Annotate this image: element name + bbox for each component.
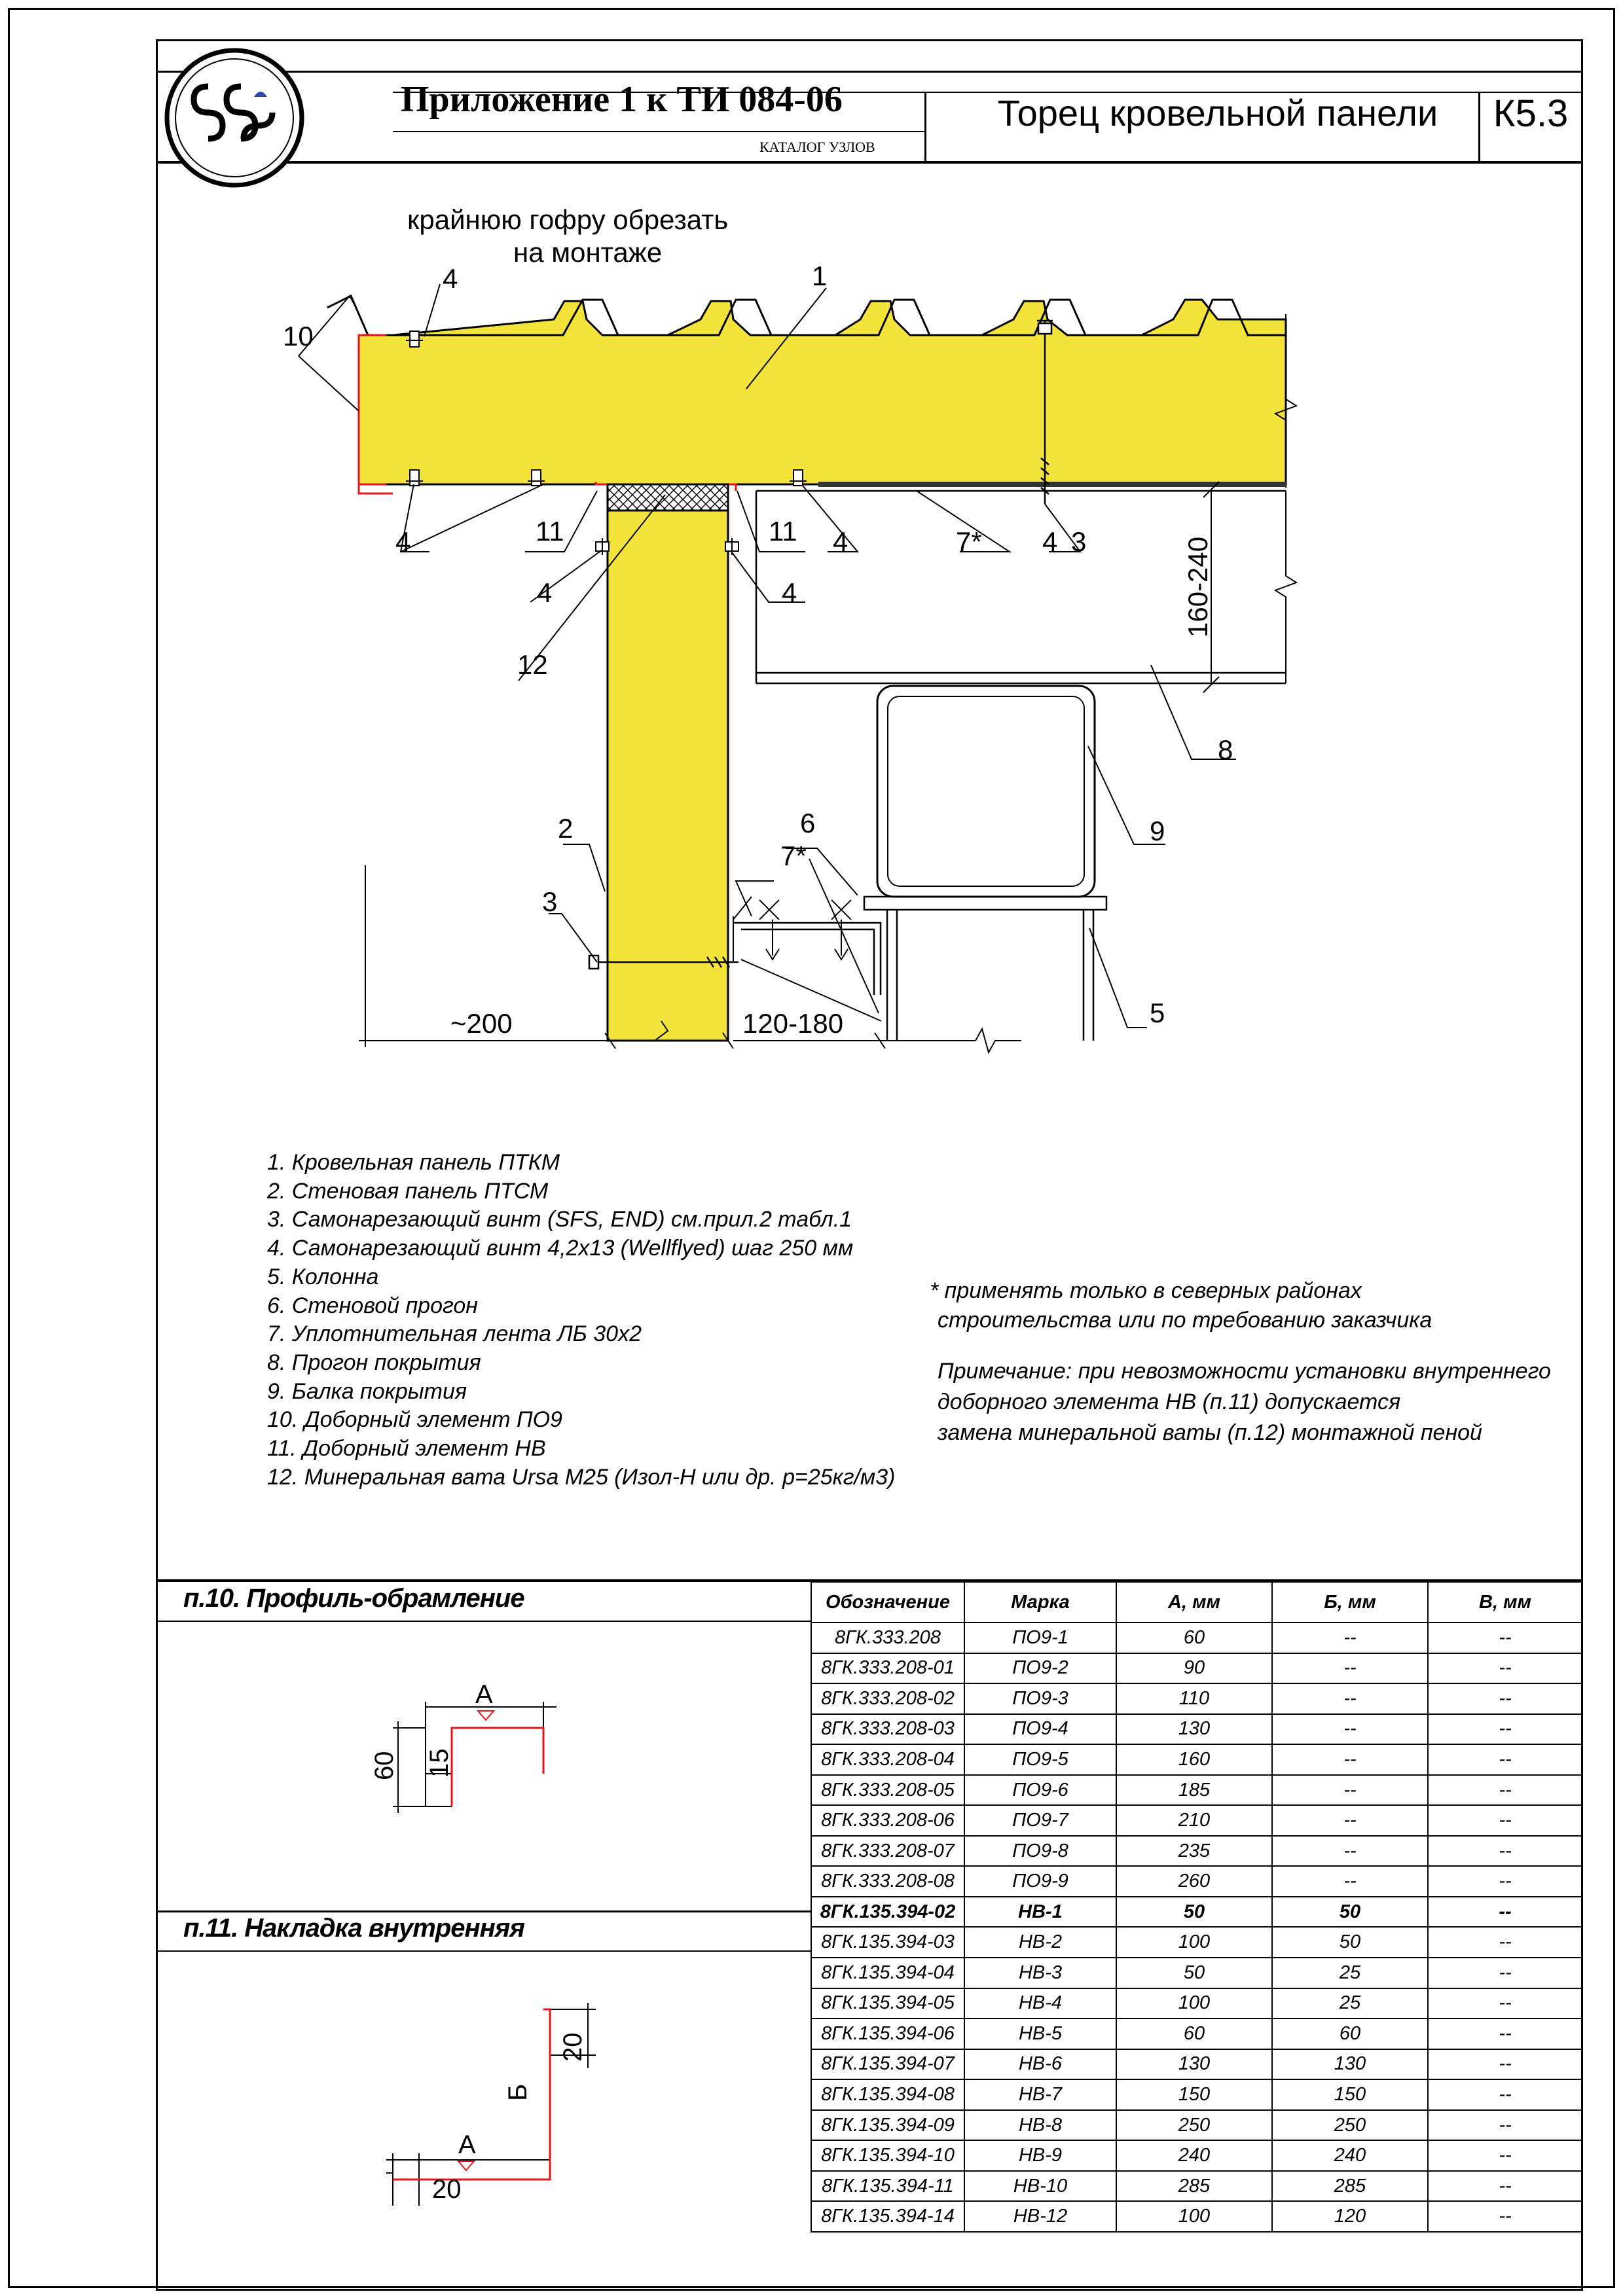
column [864,897,1106,910]
table-cell: -- [1272,1775,1428,1806]
roof-panel [359,300,1286,484]
col-b: Б, мм [1272,1582,1428,1623]
table-row [811,1623,1582,1653]
table-cell: -- [1428,1775,1582,1806]
table-cell: -- [1272,1653,1428,1684]
table-cell: 60 [1116,2018,1272,2049]
col-mark: Марка [964,1582,1116,1623]
table-row [811,1866,1582,1897]
profile-10-dim-15: 15 [425,1748,454,1778]
mineral-wool [608,484,728,511]
label-1: 1 [812,260,828,291]
table-cell: 240 [1272,2140,1428,2171]
table-cell: -- [1428,2201,1582,2232]
table-row [811,2171,1582,2202]
table-cell: НВ-1 [964,1897,1116,1928]
profile-10-dim-a: А [475,1680,493,1709]
section-10-title: п.10. Профиль-обрамление [183,1584,524,1613]
table-cell: 130 [1116,2049,1272,2080]
table-cell: 130 [1272,2049,1428,2080]
table-cell: ПО9-4 [964,1714,1116,1745]
dimension-lines [359,482,1219,1052]
table-cell: -- [1428,1897,1582,1928]
label-8: 8 [1218,734,1233,765]
table-cell: -- [1428,1683,1582,1714]
profile-11-sketch [380,1990,615,2212]
table-cell: 8ГК.333.208 [811,1623,964,1653]
star-note [930,1276,1432,1335]
profile-11-dim-b: Б [503,2083,532,2101]
table-cell: -- [1428,2018,1582,2049]
label-9: 9 [1150,816,1165,846]
table-cell: -- [1272,1805,1428,1836]
label-3-wall: 3 [542,886,558,917]
remark-note-line: замена минеральной ваты (п.12) монтажной пеной [938,1420,1482,1445]
col-a: А, мм [1116,1582,1272,1623]
legend-item: 6. Стеновой прогон [267,1293,479,1318]
table-cell: -- [1428,2049,1582,2080]
table-cell: ПО9-1 [964,1623,1116,1653]
table-cell: -- [1272,1744,1428,1775]
table-cell: -- [1428,2140,1582,2171]
dim-120-180: 120-180 [742,1008,844,1039]
table-cell: 8ГК.333.208-02 [811,1683,964,1714]
table-row [811,1805,1582,1836]
table-cell: -- [1428,1653,1582,1684]
table-cell: 90 [1116,1653,1272,1684]
profile-11-dim-20-horiz: 20 [432,2175,462,2204]
table-cell: -- [1272,1836,1428,1867]
table-row [811,1775,1582,1806]
table-cell: 8ГК.333.208-06 [811,1805,964,1836]
table-cell: ПО9-8 [964,1836,1116,1867]
profile-10-dim-60: 60 [370,1751,399,1780]
table-cell: -- [1428,1623,1582,1653]
table-cell: ПО9-6 [964,1775,1116,1806]
table-row [811,1836,1582,1867]
legend-item: 12. Минеральная вата Ursa M25 (Изол-Н или др. р=25кг/м3) [267,1464,896,1490]
table-cell: ПО9-9 [964,1866,1116,1897]
table-row [811,1897,1582,1928]
sheet-code: К5.3 [1493,92,1569,135]
table-cell: 50 [1116,1897,1272,1928]
table-cell: 235 [1116,1836,1272,1867]
table-cell: 8ГК.135.394-08 [811,2079,964,2110]
section-11-rule [156,1910,811,1912]
table-cell: НВ-8 [964,2110,1116,2141]
table-row [811,1714,1582,1745]
node-drawing [0,0,1623,1113]
table-row [811,2201,1582,2232]
table-row [811,1988,1582,2019]
section-11-underline [156,1950,811,1952]
callout-trim-1: крайнюю гофру обрезать [407,204,729,235]
table-cell: -- [1428,1805,1582,1836]
table-cell: 50 [1272,1897,1428,1928]
table-cell: ПО9-2 [964,1653,1116,1684]
table-cell: 8ГК.135.394-14 [811,2201,964,2232]
table-cell: -- [1428,2110,1582,2141]
table-cell: 25 [1272,1958,1428,1988]
table-cell: ПО9-5 [964,1744,1116,1775]
table-cell: 185 [1116,1775,1272,1806]
callout-trim-2: на монтаже [513,237,663,268]
legend-list [267,1149,895,1492]
star-note-line: * применять только в северных районах [930,1278,1362,1303]
legend-item: 2. Стеновая панель ПТСМ [267,1178,549,1204]
table-cell: -- [1428,1988,1582,2019]
table-cell: 150 [1116,2079,1272,2110]
table-cell: НВ-4 [964,1988,1116,2019]
table-cell: -- [1428,1866,1582,1897]
table-row [811,1927,1582,1958]
table-cell: НВ-7 [964,2079,1116,2110]
col-designation: Обозначение [811,1582,964,1623]
legend-item: 10. Доборный элемент ПО9 [267,1407,562,1433]
table-cell: -- [1428,1958,1582,1988]
label-5: 5 [1150,997,1165,1028]
table-cell: -- [1428,1836,1582,1867]
table-cell: 8ГК.333.208-08 [811,1866,964,1897]
table-cell: 25 [1272,1988,1428,2019]
legend-item: 11. Доборный элемент НВ [267,1436,546,1462]
table-cell: НВ-12 [964,2201,1116,2232]
label-2: 2 [558,813,574,844]
table-cell: НВ-10 [964,2171,1116,2202]
table-cell: 250 [1272,2110,1428,2141]
table-row [811,2140,1582,2171]
label-3-extra: 4 [1042,526,1058,557]
table-cell: 100 [1116,1988,1272,2019]
col-v: В, мм [1428,1582,1582,1623]
section-11-title: п.11. Накладка внутренняя [183,1914,524,1943]
doc-subtitle: КАТАЛОГ УЗЛОВ [759,139,875,155]
table-cell: 8ГК.135.394-06 [811,2018,964,2049]
section-10-underline [156,1621,811,1622]
star-note-line: строительства или по требованию заказчика [938,1308,1432,1333]
table-row [811,1958,1582,1988]
legend-item: 9. Балка покрытия [267,1378,467,1404]
table-cell: 250 [1116,2110,1272,2141]
label-11-left: 11 [536,516,564,547]
remark-note-line: доборного элемента НВ (п.11) допускается [938,1390,1401,1414]
label-7-wall: 7* [780,840,807,871]
table-cell: НВ-9 [964,2140,1116,2171]
table-cell: 50 [1116,1958,1272,1988]
table-cell: 8ГК.333.208-04 [811,1744,964,1775]
sheet-name: Торец кровельной панели [997,92,1438,134]
legend-item: 8. Прогон покрытия [267,1350,481,1375]
table-cell: -- [1428,1744,1582,1775]
dim-purlin-height: 160-240 [1182,536,1213,637]
table-cell: -- [1272,1623,1428,1653]
legend-item: 5. Колонна [267,1264,379,1289]
table-cell: 285 [1272,2171,1428,2202]
table-cell: 8ГК.333.208-07 [811,1836,964,1867]
table-cell: -- [1272,1683,1428,1714]
profile-11-dim-20-vert: 20 [558,2032,587,2062]
profile-10-sketch [367,1676,576,1820]
table-cell: 100 [1116,1927,1272,1958]
table-cell: 8ГК.135.394-11 [811,2171,964,2202]
table-cell: -- [1428,1714,1582,1745]
legend-item: 1. Кровельная панель ПТКМ [267,1150,560,1175]
table-cell: 8ГК.135.394-09 [811,2110,964,2141]
table-cell: 150 [1272,2079,1428,2110]
legend-item: 3. Самонарезающий винт (SFS, END) см.прил.2 табл.1 [267,1207,852,1232]
table-cell: 8ГК.135.394-02 [811,1897,964,1928]
table-cell: НВ-6 [964,2049,1116,2080]
legend-item: 4. Самонарезающий винт 4,2х13 (Wellflyed) шаг 250 мм [267,1236,854,1261]
table-cell: 8ГК.135.394-07 [811,2049,964,2080]
label-7-roof: 7* [956,526,982,557]
remark-note-line: Примечание: при невозможности установки внутреннего [938,1359,1551,1384]
table-cell: 130 [1116,1714,1272,1745]
label-4-right: 4 [833,526,848,557]
table-cell: 120 [1272,2201,1428,2232]
label-6: 6 [800,808,816,838]
table-row [811,2110,1582,2141]
spec-table-header [811,1582,1582,1623]
table-cell: НВ-5 [964,2018,1116,2049]
label-10: 10 [283,321,314,351]
label-4-lower-right: 4 [782,577,797,608]
table-cell: 8ГК.333.208-03 [811,1714,964,1745]
table-cell: 8ГК.135.394-10 [811,2140,964,2171]
table-row [811,2079,1582,2110]
table-cell: -- [1272,1866,1428,1897]
label-4-left: 4 [395,526,411,557]
table-cell: 260 [1116,1866,1272,1897]
dim-200: ~200 [450,1008,513,1039]
roof-beam [877,686,1095,897]
table-cell: 8ГК.135.394-05 [811,1988,964,2019]
table-cell: 8ГК.333.208-05 [811,1775,964,1806]
table-cell: 240 [1116,2140,1272,2171]
table-cell: 50 [1272,1927,1428,1958]
table-cell: НВ-2 [964,1927,1116,1958]
table-cell: НВ-3 [964,1958,1116,1988]
table-cell: 60 [1116,1623,1272,1653]
table-cell: -- [1428,1927,1582,1958]
label-3-roof: 3 [1071,526,1087,557]
table-row [811,1683,1582,1714]
table-row [811,2049,1582,2080]
table-cell: 8ГК.135.394-04 [811,1958,964,1988]
label-4-lower-left: 4 [537,577,553,608]
table-cell: -- [1428,2079,1582,2110]
table-cell: 285 [1116,2171,1272,2202]
label-12: 12 [517,649,548,680]
remark-note [938,1356,1551,1448]
table-cell: 100 [1116,2201,1272,2232]
table-cell: -- [1272,1714,1428,1745]
profile-11-dim-a: А [458,2130,476,2159]
table-cell: 60 [1272,2018,1428,2049]
table-cell: 8ГК.135.394-03 [811,1927,964,1958]
wall-purlin [733,923,881,995]
table-cell: 8ГК.333.208-01 [811,1653,964,1684]
doc-title: Приложение 1 к ТИ 084-06 [401,79,843,120]
table-cell: ПО9-7 [964,1805,1116,1836]
table-cell: 210 [1116,1805,1272,1836]
legend-item: 7. Уплотнительная лента ЛБ 30х2 [267,1321,642,1347]
spec-table [811,1581,1583,2233]
table-row [811,2018,1582,2049]
table-row [811,1653,1582,1684]
table-cell: ПО9-3 [964,1683,1116,1714]
table-cell: -- [1428,2171,1582,2202]
table-cell: 110 [1116,1683,1272,1714]
table-row [811,1744,1582,1775]
label-4-top: 4 [443,263,458,294]
label-11-right: 11 [769,516,797,547]
table-cell: 160 [1116,1744,1272,1775]
